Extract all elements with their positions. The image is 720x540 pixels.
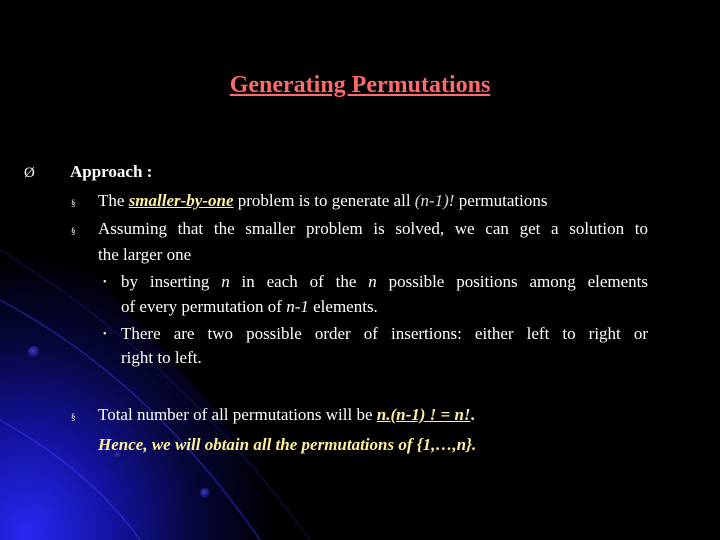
sub-item-2-line-1: There are two possible order of insertions: either left to right or bbox=[121, 324, 648, 343]
item-text: . bbox=[470, 405, 475, 424]
dot-bullet-icon: • bbox=[103, 277, 107, 288]
sub-item-2-line-2: right to left. bbox=[121, 348, 202, 367]
formula: n.(n-1) ! = n! bbox=[376, 405, 471, 424]
total-line-1 bbox=[98, 405, 475, 425]
item-text: possible positions among elements bbox=[376, 272, 648, 291]
math-expression: (n-1)! bbox=[414, 191, 455, 210]
arrow-bullet-icon: Ø bbox=[24, 165, 35, 181]
math-variable: n bbox=[368, 272, 377, 291]
math-variable: n bbox=[221, 272, 230, 291]
dot-bullet-icon: • bbox=[103, 329, 107, 340]
item-text: by inserting bbox=[121, 272, 222, 291]
item-text: permutations bbox=[454, 191, 548, 210]
math-expression: n-1 bbox=[286, 297, 309, 316]
square-bullet-icon: § bbox=[71, 226, 76, 236]
total-line-2: Hence, we will obtain all the permutations of {1,…,n}. bbox=[98, 435, 477, 454]
item-text: of every permutation of bbox=[121, 297, 287, 316]
approach-item-2-line-2: the larger one bbox=[98, 245, 192, 264]
item-text: elements. bbox=[308, 297, 378, 316]
square-bullet-icon: § bbox=[71, 198, 76, 208]
item-text: in each of the bbox=[229, 272, 369, 291]
item-text: problem is to generate all bbox=[233, 191, 415, 210]
approach-item-2-line-1: Assuming that the smaller problem is solved, we can get a solution to bbox=[98, 219, 648, 238]
sub-item-1-line-2 bbox=[121, 297, 378, 317]
emphasis-term: smaller-by-one bbox=[128, 191, 234, 210]
square-bullet-icon: § bbox=[71, 412, 76, 422]
sub-item-1-line-1 bbox=[121, 272, 648, 292]
slide-title: Generating Permutations bbox=[229, 72, 491, 98]
item-text: The bbox=[98, 191, 129, 210]
item-text: Total number of all permutations will be bbox=[98, 405, 377, 424]
approach-item-1 bbox=[98, 191, 547, 211]
approach-heading: Approach : bbox=[70, 162, 153, 181]
